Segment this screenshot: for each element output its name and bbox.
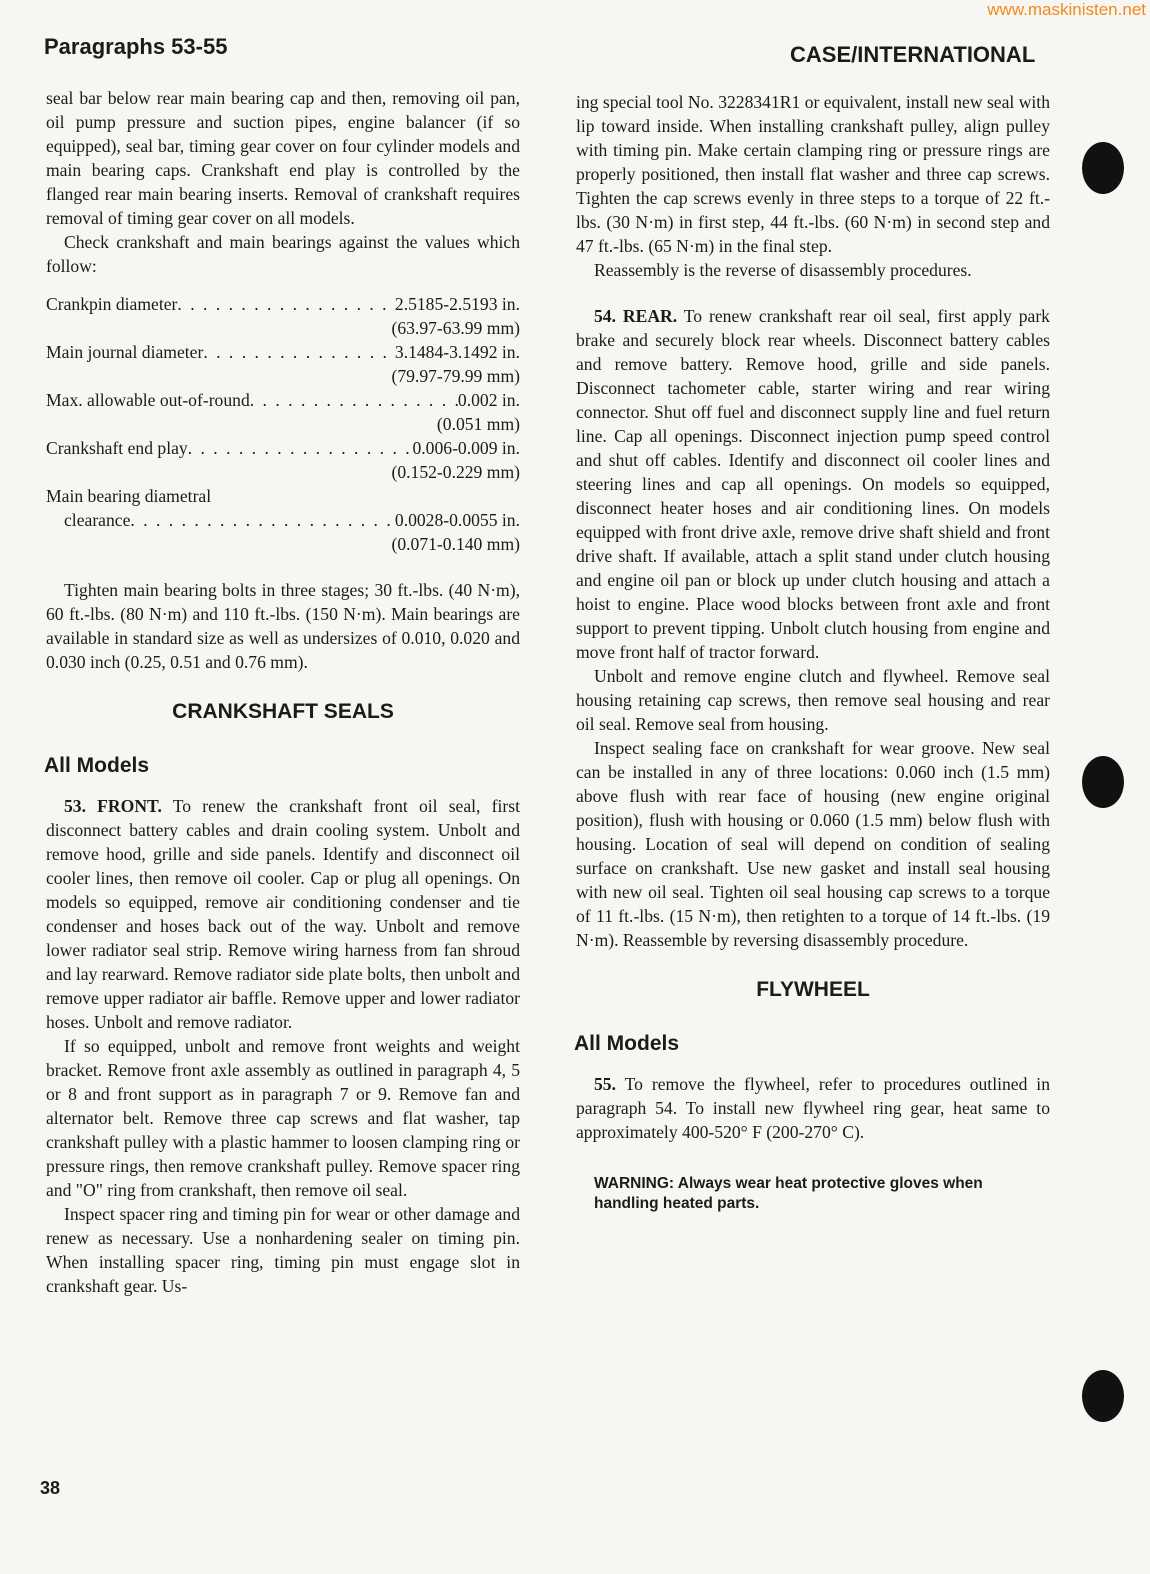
subheading-all-models: All Models	[44, 754, 150, 777]
binder-hole-icon	[1082, 756, 1124, 808]
paragraph-53-front	[46, 794, 520, 1034]
spec-metric: (0.152-0.229 mm)	[391, 462, 520, 482]
right-column	[576, 90, 1050, 1214]
warning-note: WARNING: Always wear heat protective gloves when handling heated parts.	[594, 1175, 983, 1212]
spec-label: Max. allowable out-of-round	[46, 390, 250, 410]
spec-label: Main bearing diametral	[46, 486, 212, 506]
spec-value: 2.5185-2.5193 in.	[394, 294, 520, 314]
spec-value: 0.002 in.	[457, 390, 520, 410]
left-paragraph-tighten: Tighten main bearing bolts in three stages; 30 ft.-lbs. (40 N·m), 60 ft.-lbs. (80 N·m) and 110 ft.-lbs. (150 N·m). Main bearings are available in standard size as well as undersizes of 0.010, 0.020 and 0.030 inch (0.25, 0.51 and 0.76 mm).	[46, 580, 520, 672]
paragraph-number: 54. REAR.	[594, 306, 678, 326]
running-header-brand: CASE/INTERNATIONAL	[790, 42, 1036, 67]
paragraph-text: To renew the crankshaft front oil seal, first disconnect battery cables and drain cooling system. Unbolt and remove hood, grille and side panels. Identify and disconnect oil cooler lines, then remove oil cooler. Cap or plug all openings. On models so equipped, remove air conditioning condenser and tie condenser and hoses back out of the way. Unbolt and remove lower radiator seal strip. Remove wiring harness from fan shroud and lay rearward. Remove radiator side plate bolts, then unbolt and remove upper radiator air baffle. Remove upper and lower radiator hoses. Unbolt and remove radiator.	[46, 796, 520, 1032]
leader-dots	[130, 508, 394, 532]
leader-dots	[188, 436, 413, 460]
left-column	[46, 86, 520, 1298]
spec-row	[46, 388, 520, 436]
spec-row	[46, 340, 520, 388]
paragraph-54-rear	[576, 304, 1050, 664]
left-paragraph-continued: seal bar below rear main bearing cap and then, removing oil pan, oil pump pressure and suction pipes, engine balancer (if so equipped), seal bar, timing gear cover on four cylinder models and main bearing caps. Crankshaft end play is controlled by the flanged rear main bearing inserts. Removal of crankshaft requires removal of timing gear cover on all models.	[46, 88, 520, 228]
paragraph-number: 53. FRONT.	[64, 796, 162, 816]
leader-dots	[203, 340, 395, 364]
watermark-url: www.maskinisten.net	[987, 0, 1146, 19]
subheading-all-models: All Models	[574, 1032, 680, 1055]
spec-value: 0.006-0.009 in.	[412, 438, 520, 458]
spec-value: 0.0028-0.0055 in.	[394, 510, 520, 530]
spec-label: clearance	[64, 510, 131, 530]
section-heading-flywheel: FLYWHEEL	[756, 978, 870, 1001]
spec-table	[46, 292, 520, 556]
left-paragraph-inspect: Inspect spacer ring and timing pin for wear or other damage and renew as necessary. Use a nonhardening sealer on timing pin. When installing spacer ring, timing pin must engage slot in crankshaft gear. Us-	[46, 1204, 520, 1296]
spec-row-clearance	[46, 484, 520, 556]
spec-metric: (0.051 mm)	[436, 414, 520, 434]
spec-value: 3.1484-3.1492 in.	[394, 342, 520, 362]
spec-metric: (79.97-79.99 mm)	[391, 366, 520, 386]
spec-metric: (0.071-0.140 mm)	[391, 534, 520, 554]
left-paragraph-check: Check crankshaft and main bearings against the values which follow:	[46, 232, 520, 276]
right-paragraph-unbolt: Unbolt and remove engine clutch and flywheel. Remove seal housing retaining cap screws, then remove seal housing and rear oil seal. Remove seal from housing.	[576, 666, 1050, 734]
leader-dots	[177, 292, 394, 316]
leader-dots	[250, 388, 458, 412]
spec-label: Crankpin diameter	[46, 294, 178, 314]
spec-label: Crankshaft end play	[46, 438, 188, 458]
right-paragraph-continued: ing special tool No. 3228341R1 or equivalent, install new seal with lip toward inside. When installing crankshaft pulley, align pulley with timing pin. Make certain clamping ring or pressure rings are properly positioned, then install flat washer and three cap screws. Tighten the cap screws evenly in three steps to a torque of 22 ft.-lbs. (30 N·m) in first step, 44 ft.-lbs. (60 N·m) in second step and 47 ft.-lbs. (65 N·m) in the final step.	[576, 92, 1050, 256]
right-paragraph-reassembly: Reassembly is the reverse of disassembly procedures.	[594, 260, 972, 280]
paragraph-text: To remove the flywheel, refer to procedures outlined in paragraph 54. To install new flywheel ring gear, heat same to approximately 400-520° F (200-270° C).	[576, 1074, 1050, 1142]
paragraph-number: 55.	[594, 1074, 616, 1094]
paragraph-text: To renew crankshaft rear oil seal, first apply park brake and securely block rear wheels. Disconnect battery cables and remove battery. Remove hood, grille and side panels. Disconnect tachometer cable, starter wiring and rear wiring connector. Shut off fuel and disconnect supply line and fuel return line. Cap all openings. Disconnect injection pump speed control and shut off cables. Identify and disconnect oil cooler lines and steering lines and cap all openings. On models so equipped, disconnect heater hoses and air conditioning lines. On models equipped with front drive axle, remove drive shaft shield and front drive shaft. If available, attach a split stand under clutch housing and engine oil pan or block up under clutch housing and attach a hoist to engine. Place wood blocks between front axle and front support to prevent tipping. Unbolt clutch housing from engine and move front half of tractor forward.	[576, 306, 1050, 662]
binder-hole-icon	[1082, 142, 1124, 194]
spec-row	[46, 436, 520, 484]
running-header-paragraphs: Paragraphs 53-55	[44, 34, 228, 59]
section-heading-crankshaft-seals: CRANKSHAFT SEALS	[172, 700, 394, 723]
paragraph-55	[576, 1072, 1050, 1144]
spec-label: Main journal diameter	[46, 342, 204, 362]
spec-metric: (63.97-63.99 mm)	[391, 318, 520, 338]
spec-row	[46, 292, 520, 340]
left-paragraph-weights: If so equipped, unbolt and remove front weights and weight bracket. Remove front axle assembly as outlined in paragraph 4, 5 or 8 and front support as in paragraph 7 or 9. Remove fan and alternator belt. Remove three cap screws and flat washer, tap crankshaft pulley with a plastic hammer to loosen clamping ring or pressure rings, then remove crankshaft pulley. Remove spacer ring and "O" ring from crankshaft, then remove oil seal.	[46, 1036, 520, 1200]
right-paragraph-inspect: Inspect sealing face on crankshaft for wear groove. New seal can be installed in any of three locations: 0.060 inch (1.5 mm) above flush with rear face of housing (new engine original position), flush with housing or 0.060 (1.5 mm) below flush with housing. Location of seal will depend on condition of sealing surface on crankshaft. Use new gasket and install seal housing with new oil seal. Tighten oil seal housing cap screws to a torque of 11 ft.-lbs. (15 N·m), then retighten to a torque of 14 ft.-lbs. (19 N·m). Reassemble by reversing disassembly procedure.	[576, 738, 1050, 950]
binder-hole-icon	[1082, 1370, 1124, 1422]
page-number: 38	[40, 1478, 61, 1498]
